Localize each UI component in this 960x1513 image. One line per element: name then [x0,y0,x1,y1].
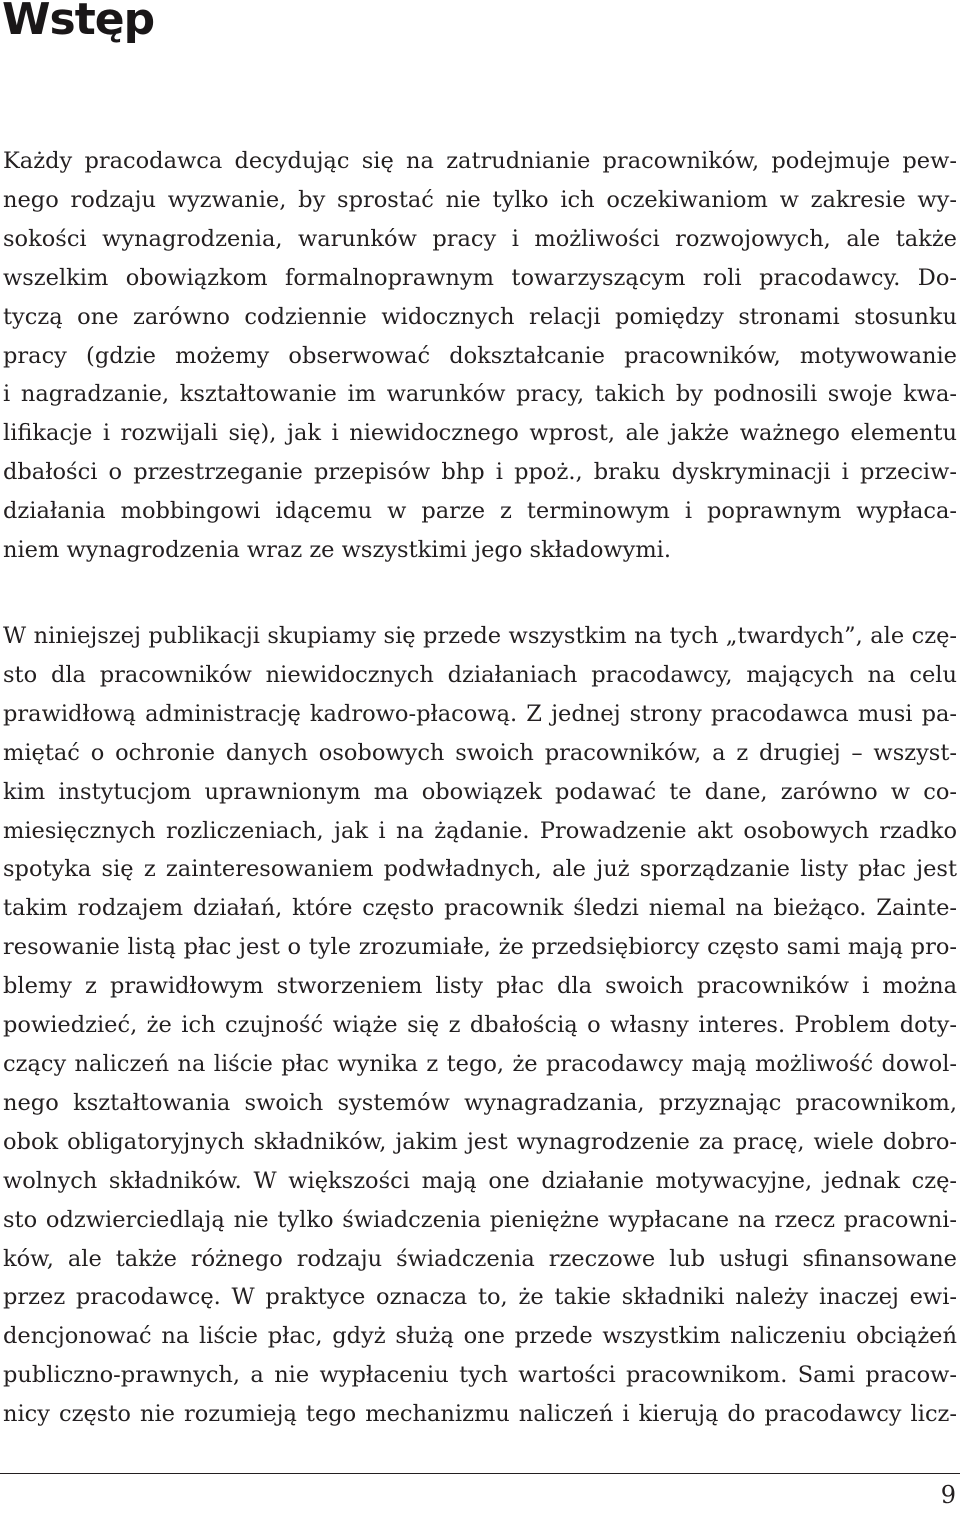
text-line: dencjonować na liście płac, gdyż służą one przede wszystkim naliczeniu obciążeń [3,1323,957,1350]
text-line: prawidłową administrację kadrowo-płacową. Z jednej strony pracodawca musi pa- [3,700,957,727]
footer-divider [0,1473,960,1474]
text-line: pracy (gdzie możemy obserwować dokształcanie pracowników, motywowanie [3,342,957,369]
text-line: nego rodzaju wyzwanie, by sprostać nie tylko ich oczekiwaniom w zakresie wy- [3,186,957,213]
text-line: powiedzieć, że ich czujność wiąże się z dbałością o własny interes. Problem doty- [3,1012,957,1039]
text-line: tyczą one zarówno codziennie widocznych relacji pomiędzy stronami stosunku [3,303,957,330]
text-line: resowanie listą płac jest o tyle zrozumiałe, że przedsiębiorcy często sami mają pro- [3,934,957,961]
text-line: takim rodzajem działań, które często pracownik śledzi niemal na bieżąco. Zainte- [3,895,957,922]
text-line: niem wynagrodzenia wraz ze wszystkimi jego składowymi. [3,537,672,564]
text-line: sokości wynagrodzenia, warunków pracy i możliwości rozwojowych, ale także [3,225,957,252]
page-number: 9 [940,1481,956,1509]
text-line: miesięcznych rozliczeniach, jak i na żądanie. Prowadzenie akt osobowych rzadko [3,817,957,844]
text-line: czący naliczeń na liście płac wynika z tego, że pracodawcy mają możliwość dowol- [3,1050,957,1077]
text-line: lifikacje i rozwijali się), jak i niewidocznego wprost, ale jakże ważnego elementu [3,420,957,447]
text-line: publiczno-prawnych, a nie wypłaceniu tych wartości pracownikom. Sami pracow- [3,1362,957,1389]
text-line: dbałości o przestrzeganie przepisów bhp i ppoż., braku dyskryminacji i przeciw- [3,459,957,486]
text-line: kim instytucjom uprawnionym ma obowiązek podawać te dane, zarówno w co- [3,778,957,805]
paragraph-2 [3,617,957,1434]
paragraph-1 [3,142,957,570]
text-line: Każdy pracodawca decydując się na zatrudnianie pracowników, podejmuje pew- [3,148,957,174]
text-line: przez pracodawcę. W praktyce oznacza to, że takie składniki należy inaczej ewi- [3,1284,957,1311]
text-line: wolnych składników. W większości mają one działanie motywacyjne, jednak czę- [3,1167,957,1194]
text-line: spotyka się z zainteresowaniem podwładnych, ale już sporządzanie listy płac jest [3,856,957,883]
text-line: działania mobbingowi idącemu w parze z terminowym i poprawnym wypłaca- [3,498,957,525]
text-line: blemy z prawidłowym stworzeniem listy płac dla swoich pracowników i można [3,973,957,1000]
text-line: i nagradzanie, kształtowanie im warunków pracy, takich by podnosili swoje kwa- [3,381,957,408]
text-line: ków, ale także różnego rodzaju świadczenia rzeczowe lub usługi sfinansowane [3,1245,957,1272]
text-line: wszelkim obowiązkom formalnoprawnym towarzyszącym roli pracodawcy. Do- [3,264,957,291]
text-line: sto odzwierciedlają nie tylko świadczenia pieniężne wypłacane na rzecz pracowni- [3,1206,957,1233]
text-line: miętać o ochronie danych osobowych swoich pracowników, a z drugiej – wszyst- [3,739,957,766]
text-line: obok obligatoryjnych składników, jakim jest wynagrodzenie za pracę, wiele dobro- [3,1128,957,1155]
page-title: Wstęp [2,0,155,45]
text-line: nego kształtowania swoich systemów wynagradzania, przyznając pracownikom, [3,1089,957,1116]
text-line: W niniejszej publikacji skupiamy się przede wszystkim na tych „twardych”, ale czę- [3,623,957,649]
text-line: nicy często nie rozumieją tego mechanizmu naliczeń i kierują do pracodawcy licz- [3,1401,957,1428]
text-line: sto dla pracowników niewidocznych działaniach pracodawcy, mających na celu [3,661,957,688]
